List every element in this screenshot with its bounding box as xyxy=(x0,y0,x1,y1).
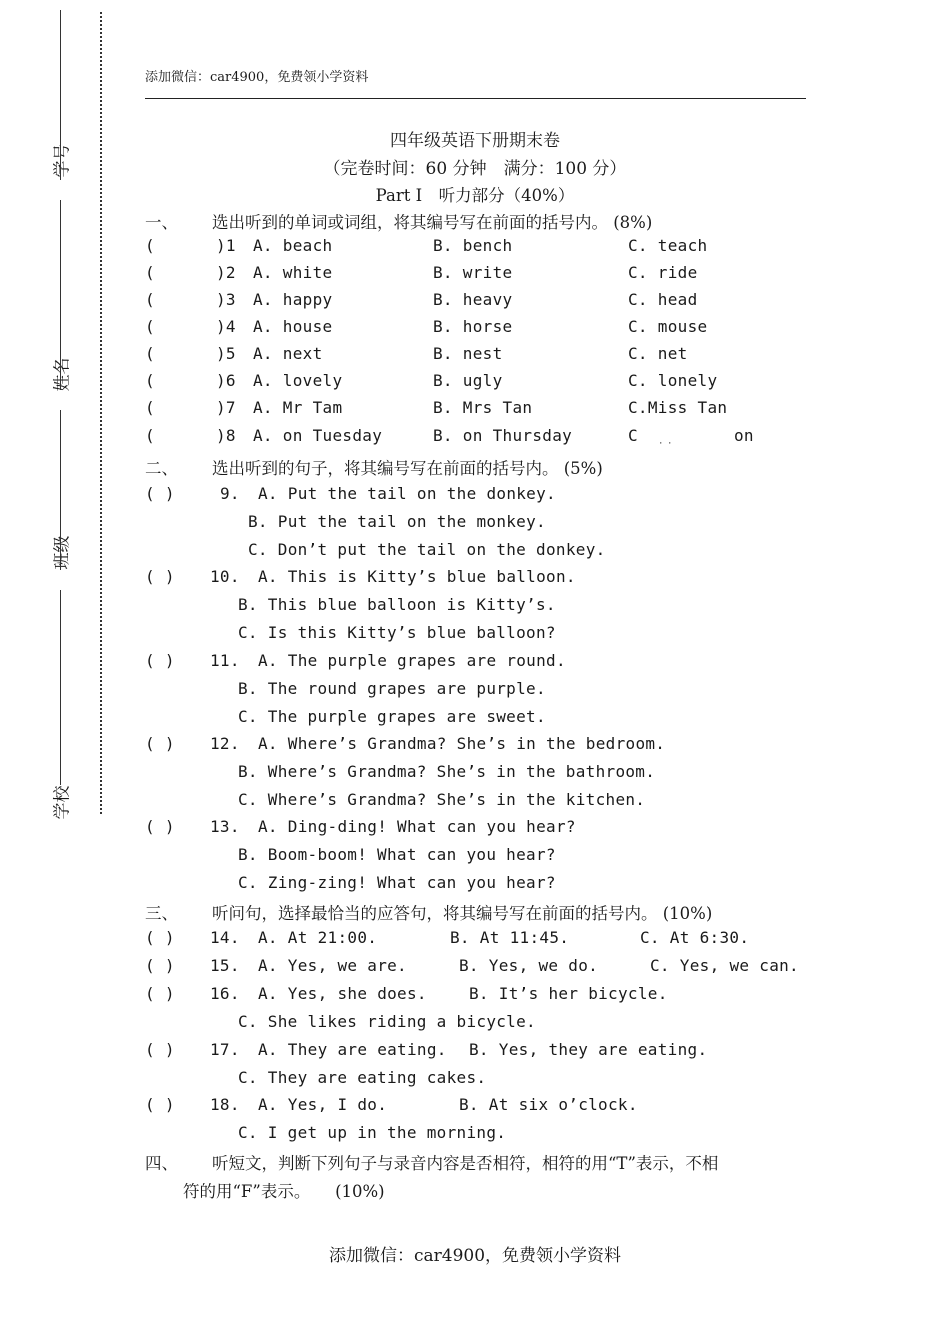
option-c: C xyxy=(628,426,638,445)
item-paren[interactable]: ( ) xyxy=(145,928,175,947)
option-b: B. Yes, they are eating. xyxy=(469,1040,708,1059)
option-a: A. happy xyxy=(253,290,333,309)
option-a: A. Where’s Grandma? She’s in the bedroom. xyxy=(258,734,666,753)
item-paren[interactable]: ( xyxy=(145,426,155,445)
item-number: 11. xyxy=(210,651,240,670)
item-paren[interactable]: ( xyxy=(145,344,155,363)
option-a: A. At 21:00. xyxy=(258,928,378,947)
option-c: C. Don’t put the tail on the donkey. xyxy=(248,540,606,559)
option-a: A. house xyxy=(253,317,333,336)
option-c: C. Where’s Grandma? She’s in the kitchen. xyxy=(238,790,646,809)
section1-number: 一、 xyxy=(145,213,178,232)
item-paren[interactable]: ( xyxy=(145,398,155,417)
item-paren[interactable]: ( ) xyxy=(145,984,175,1003)
option-b: B. It’s her bicycle. xyxy=(469,984,668,1003)
option-a: A. Yes, we are. xyxy=(258,956,407,975)
item-number: )4 xyxy=(216,317,236,336)
item-paren[interactable]: ( ) xyxy=(145,1095,175,1114)
margin-label-class: 班级 xyxy=(52,535,73,570)
item-paren[interactable]: ( xyxy=(145,371,155,390)
option-c: C. lonely xyxy=(628,371,718,390)
section2-heading: 选出听到的句子，将其编号写在前面的括号内。 (5%) xyxy=(212,459,603,478)
option-b: B. This blue balloon is Kitty’s. xyxy=(238,595,556,614)
option-b: B. At 11:45. xyxy=(450,928,570,947)
option-a: A. white xyxy=(253,263,333,282)
margin-label-student-number: 学号 xyxy=(52,143,73,178)
option-c: C. At 6:30. xyxy=(640,928,750,947)
option-b: B. write xyxy=(433,263,513,282)
item-paren[interactable]: ( ) xyxy=(145,484,175,503)
option-c: C. They are eating cakes. xyxy=(238,1068,487,1087)
option-b: B. horse xyxy=(433,317,513,336)
item-number: )1 xyxy=(216,236,236,255)
option-a: A. beach xyxy=(253,236,333,255)
exam-subtitle: （完卷时间：60 分钟 满分：100 分） xyxy=(323,159,627,179)
option-b: B. Put the tail on the monkey. xyxy=(248,512,546,531)
option-a: A. on Tuesday xyxy=(253,426,383,445)
item-number: 13. xyxy=(210,817,240,836)
margin-line-school xyxy=(60,590,61,785)
item-paren[interactable]: ( ) xyxy=(145,1040,175,1059)
option-b: B. Mrs Tan xyxy=(433,398,533,417)
margin-line-class xyxy=(60,410,61,570)
option-a: A. This is Kitty’s blue balloon. xyxy=(258,567,576,586)
item-number: 10. xyxy=(210,567,240,586)
option-b: B. ugly xyxy=(433,371,503,390)
option-c: C. I get up in the morning. xyxy=(238,1123,507,1142)
header-rule xyxy=(145,98,806,99)
part-title: Part I 听力部分（40%） xyxy=(375,186,575,205)
item-paren[interactable]: ( xyxy=(145,236,155,255)
item-paren[interactable]: ( ) xyxy=(145,734,175,753)
option-c: C. Zing-zing! What can you hear? xyxy=(238,873,556,892)
option-c: C. ride xyxy=(628,263,698,282)
section3-number: 三、 xyxy=(145,904,178,923)
option-b: B. heavy xyxy=(433,290,513,309)
option-c: C. The purple grapes are sweet. xyxy=(238,707,546,726)
item-number: 16. xyxy=(210,984,240,1003)
section4-number: 四、 xyxy=(145,1154,178,1173)
option-a: A. Put the tail on the donkey. xyxy=(258,484,556,503)
option-c: C. Yes, we can. xyxy=(650,956,799,975)
item-number: 12. xyxy=(210,734,240,753)
option-a: A. next xyxy=(253,344,323,363)
option-b: B. nest xyxy=(433,344,503,363)
margin-line-name xyxy=(60,200,61,390)
option-a: A. Yes, I do. xyxy=(258,1095,388,1114)
option-b: B. on Thursday xyxy=(433,426,573,445)
item-number: )6 xyxy=(216,371,236,390)
section2-number: 二、 xyxy=(145,459,178,478)
option-a: A. They are eating. xyxy=(258,1040,447,1059)
option-c-extra: on xyxy=(734,426,754,445)
option-c: C. net xyxy=(628,344,688,363)
section1-heading: 选出听到的单词或词组，将其编号写在前面的括号内。 (8%) xyxy=(212,213,653,232)
item-number: 17. xyxy=(210,1040,240,1059)
section3-heading: 听问句，选择最恰当的应答句，将其编号写在前面的括号内。 (10%) xyxy=(212,904,713,923)
option-b: B. The round grapes are purple. xyxy=(238,679,546,698)
option-b: B. Yes, we do. xyxy=(459,956,599,975)
section4-heading-line2: 符的用“F”表示。 (10%) xyxy=(183,1182,385,1201)
option-a: A. Ding-ding! What can you hear? xyxy=(258,817,576,836)
item-paren[interactable]: ( xyxy=(145,290,155,309)
item-number: )7 xyxy=(216,398,236,417)
option-a: A. Yes, she does. xyxy=(258,984,427,1003)
option-c: C.Miss Tan xyxy=(628,398,728,417)
item-paren[interactable]: ( xyxy=(145,317,155,336)
option-b: B. Where’s Grandma? She’s in the bathroom. xyxy=(238,762,656,781)
option-c: C. mouse xyxy=(628,317,708,336)
stray-marks: ˙ ˙ xyxy=(658,441,673,454)
option-c: C. Is this Kitty’s blue balloon? xyxy=(238,623,556,642)
item-number: )5 xyxy=(216,344,236,363)
margin-label-name: 姓名 xyxy=(52,357,73,392)
option-c: C. head xyxy=(628,290,698,309)
option-c: C. teach xyxy=(628,236,708,255)
item-number: 18. xyxy=(210,1095,240,1114)
item-paren[interactable]: ( ) xyxy=(145,651,175,670)
option-b: B. bench xyxy=(433,236,513,255)
item-number: )8 xyxy=(216,426,236,445)
item-paren[interactable]: ( ) xyxy=(145,817,175,836)
option-c: C. She likes riding a bicycle. xyxy=(238,1012,536,1031)
item-number: )2 xyxy=(216,263,236,282)
section4-heading-line1: 听短文，判断下列句子与录音内容是否相符，相符的用“T”表示，不相 xyxy=(212,1154,719,1173)
option-b: B. Boom-boom! What can you hear? xyxy=(238,845,556,864)
margin-label-school: 学校 xyxy=(52,785,73,820)
item-number: 14. xyxy=(210,928,240,947)
item-number: )3 xyxy=(216,290,236,309)
footer-note: 添加微信：car4900，免费领小学资料 xyxy=(328,1246,622,1266)
option-a: A. Mr Tam xyxy=(253,398,343,417)
option-a: A. lovely xyxy=(253,371,343,390)
item-paren[interactable]: ( ) xyxy=(145,956,175,975)
exam-title: 四年级英语下册期末卷 xyxy=(390,131,560,151)
item-paren[interactable]: ( xyxy=(145,263,155,282)
option-a: A. The purple grapes are round. xyxy=(258,651,566,670)
item-number: 15. xyxy=(210,956,240,975)
header-note: 添加微信：car4900，免费领小学资料 xyxy=(145,70,369,85)
option-b: B. At six o’clock. xyxy=(459,1095,638,1114)
item-number: 9. xyxy=(220,484,240,503)
item-paren[interactable]: ( ) xyxy=(145,567,175,586)
